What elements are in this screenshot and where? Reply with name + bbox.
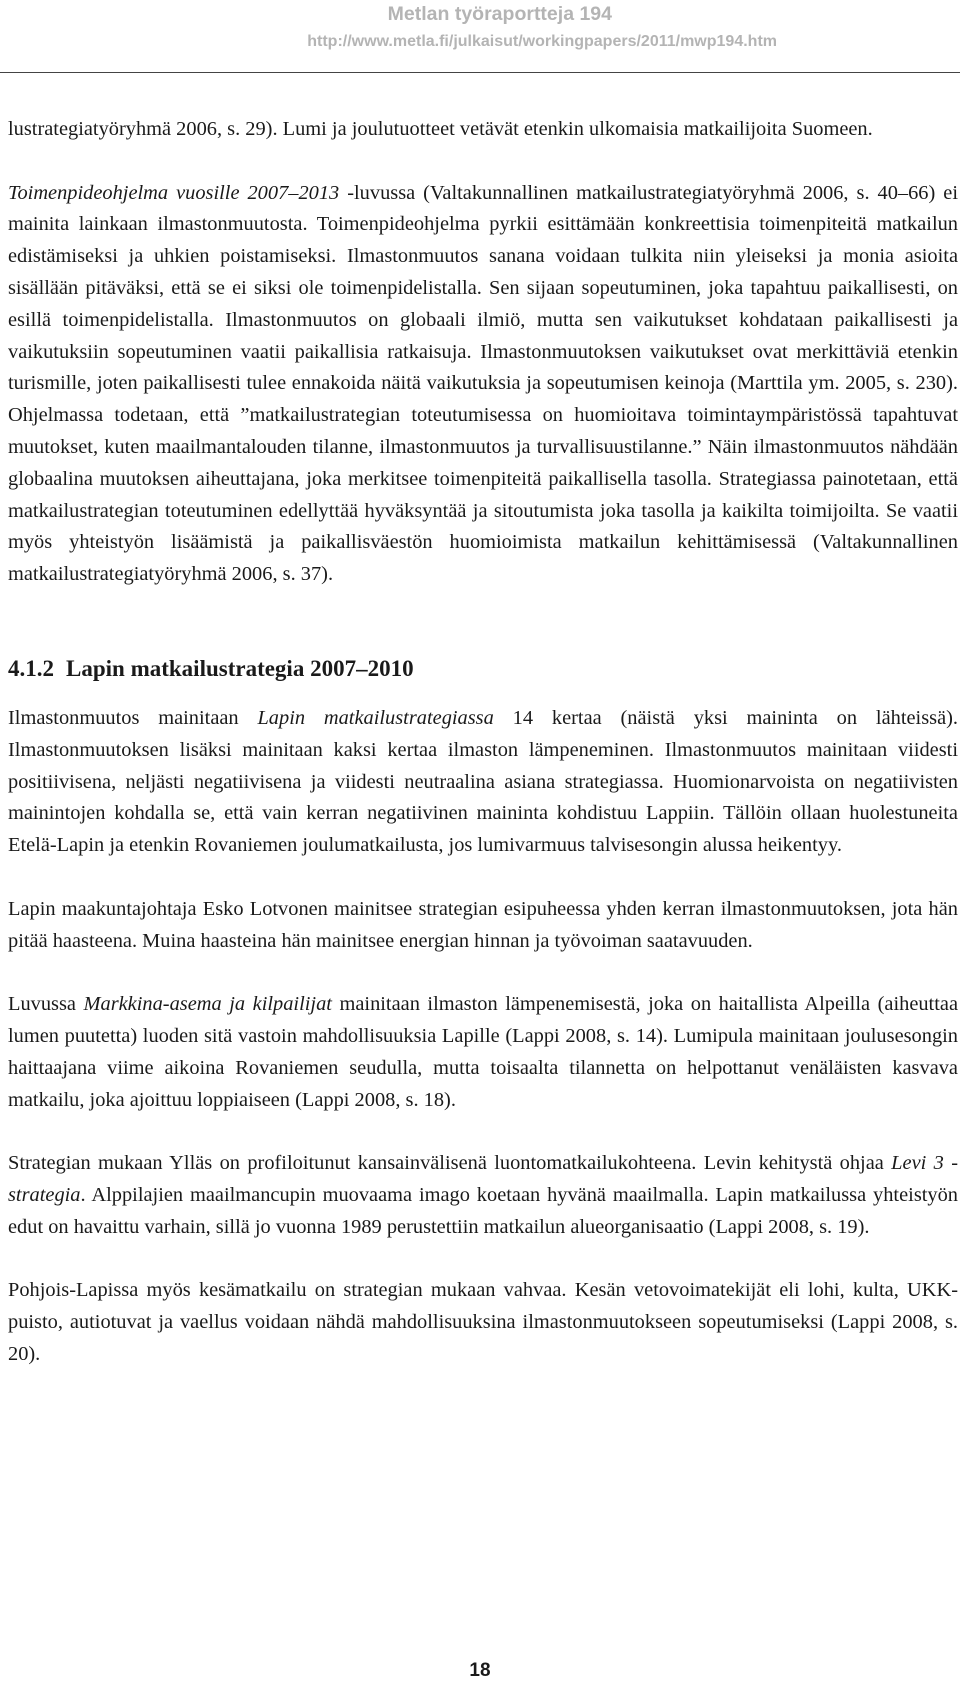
paragraph-3: Ilmastonmuutos mainitaan Lapin matkailustrategiassa 14 kertaa (näistä yksi maininta on lähteissä). Ilmastonmuutoksen lisäksi mainitaan kaksi kertaa ilmaston lämpeneminen. Ilmastonmuutos mainitaan viidesti positiivisena, neljästi negatiivisena ja viidesti neutraalina asiana strategiassa. Huomionarvoista on negatiivisten mainintojen kohdalla se, että vain kerran negatiivinen maininta kohdistuu Lappiin. Tällöin ollaan huolestuneita Etelä-Lapin ja etenkin Rovaniemen joulumatkailusta, jos lumivarmuus talvisesongin alussa heikentyy. bbox=[8, 706, 959, 857]
paragraph-6: Strategian mukaan Ylläs on profiloitunut kansainvälisenä luontomatkailukohteena. Levin kehitystä ohjaa Levi 3 -strategia. Alppilajien maailmancupin muovaama imago koetaan hyvänä maailmalla. Lapin matkailussa yhteistyön edut on havaittu varhain, sillä jo vuonna 1989 perustettiin matkailun alueorganisaatio (Lappi 2008, s. 19). bbox=[8, 1152, 958, 1238]
page-number: 18 bbox=[469, 1660, 491, 1681]
section-heading bbox=[8, 653, 958, 685]
header-divider bbox=[0, 72, 960, 73]
paragraph-5: Luvussa Markkina-asema ja kilpailijat mainitaan ilmaston lämpenemisestä, joka on haitallista Alpeilla (aiheuttaa lumen puutetta) luoden sitä vastoin mahdollisuuksia Lapille (Lappi 2008, s. 14). Lumipula mainitaan joulusesongin haittaajana viime aikoina Rovaniemen seudulla, mutta toisaalta tilannetta on helpottanut venäläisten kasvava matkailu, joka ajoittuu loppiaiseen (Lappi 2008, s. 18). bbox=[8, 993, 958, 1111]
emphasis-strategy-title: Lapin matkailustrategiassa bbox=[257, 706, 494, 729]
paragraph-4: Lapin maakuntajohtaja Esko Lotvonen mainitsee strategian esipuheessa yhden kerran ilmastonmuutoksen, jota hän pitää haasteena. Muina haasteina hän mainitsee energian hinnan ja työvoiman saatavuuden. bbox=[8, 897, 958, 952]
section-number: 4.1.2 bbox=[8, 655, 54, 681]
emphasis-program-title: Toimenpideohjelma vuosille 2007–2013 bbox=[8, 181, 340, 204]
paragraph-7: Pohjois-Lapissa myös kesämatkailu on strategian mukaan vahvaa. Kesän vetovoimatekijät eli lohi, kulta, UKK-puisto, autiotuvat ja vaellus voidaan nähdä mahdollisuuksina ilmastonmuutokseen sopeutumiseksi (Lappi 2008, s. 20). bbox=[8, 1279, 958, 1365]
document-body bbox=[8, 114, 958, 1371]
emphasis-levi-strategy: Levi 3 -strategia bbox=[8, 1152, 958, 1206]
series-url[interactable]: http://www.metla.fi/julkaisut/workingpapers/2011/mwp194.htm bbox=[307, 33, 777, 50]
paragraph-2: Toimenpideohjelma vuosille 2007–2013 -luvussa (Valtakunnallinen matkailustrategiatyöryhmä 2006, s. 40–66) ei mainita lainkaan ilmastonmuutosta. Toimenpideohjelma pyrkii esittämään konkreettisia toimenpiteitä matkailun edistämiseksi ja uhkien poistamiseksi. Ilmastonmuutos sanana voidaan tulkita niin yleiseksi ja monia asioita sisällään pitäväksi, että se ei siksi ole toimenpidelistalla. Sen sijaan sopeutuminen, joka tapahtuu paikallisesti, on esillä toimenpidelistalla. Ilmastonmuutos on globaali ilmiö, mutta sen vaikutukset kohdataan paikallisesti ja vaikutuksiin sopeutuminen vaatii paikallisia ratkaisuja. Ilmastonmuutoksen vaikutukset ovat merkittäviä etenkin turismille, joten paikallisesti tulee ennakoida näitä vaikutuksia ja sopeutumisen keinoja (Marttila ym. 2005, s. 230). Ohjelmassa todetaan, että ”matkailustrategian toteutumisessa on huomioitava toimintaympäristössä tapahtuvat muutokset, kuten maailmantalouden tilanne, ilmastonmuutos ja turvallisuustilanne.” Näin ilmastonmuutos nähdään globaalina muutoksen aiheuttajana, joka merkitsee toimenpiteitä paikallisella tasolla. Strategiassa painotetaan, että matkailustrategian toteutuminen edellyttää hyväksyntää ja sitoutumista joka tasolla ja kaikilta toimijoilta. Se vaatii myös yhteistyön lisäämistä ja paikallisväestön huomioimista matkailun kehittämisessä (Valtakunnallinen matkailustrategiatyöryhmä 2006, s. 37). bbox=[8, 181, 958, 586]
page-header bbox=[0, 0, 960, 60]
emphasis-chapter-title: Markkina-asema ja kilpailijat bbox=[83, 993, 332, 1016]
paragraph-1: lustrategiatyöryhmä 2006, s. 29). Lumi ja joulutuotteet vetävät etenkin ulkomaisia matkailijoita Suomeen. bbox=[8, 118, 873, 140]
section-title: Lapin matkailustrategia 2007–2010 bbox=[66, 655, 414, 681]
series-title: Metlan työraportteja 194 bbox=[387, 3, 612, 25]
